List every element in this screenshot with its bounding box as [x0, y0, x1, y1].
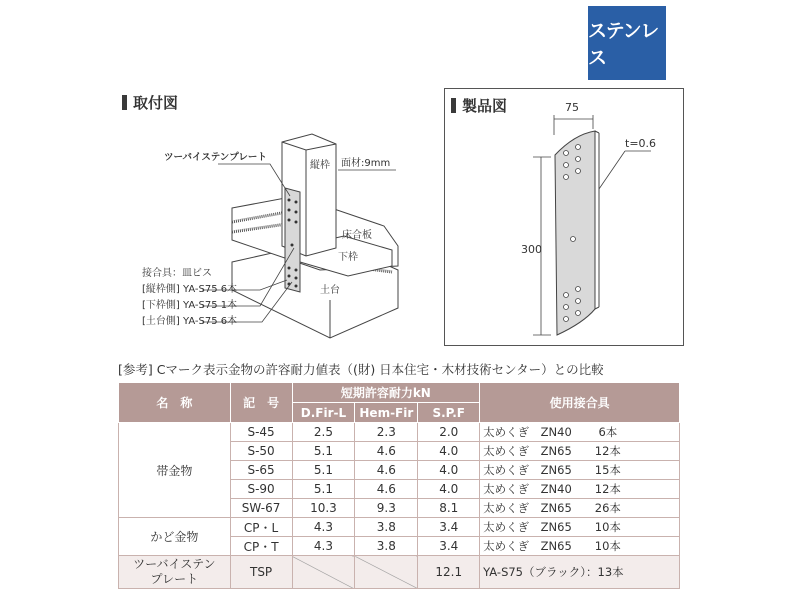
- fastener-heading: 接合具：皿ビス: [142, 268, 212, 279]
- cell-joint: 太めくぎ ZN65 15本: [480, 461, 680, 480]
- capacity-table: [118, 382, 680, 589]
- cell-spf: 4.0: [418, 442, 480, 461]
- thickness-leader: [599, 151, 625, 189]
- cell-joint: YA-S75（ブラック）：13本: [480, 556, 680, 589]
- plate-leader: [218, 164, 290, 196]
- cell-spf: 3.4: [418, 518, 480, 537]
- cell-dfir-empty: [292, 556, 355, 589]
- cell-dfir: 5.1: [292, 480, 355, 499]
- cell-hemfir-empty: [355, 556, 418, 589]
- cell-hemfir: 9.3: [355, 499, 418, 518]
- header-capacity: 短期許容耐力kN: [292, 383, 480, 403]
- cell-name-plate: [119, 556, 231, 589]
- cell-code: CP・L: [230, 518, 292, 537]
- cell-joint: 太めくぎ ZN65 26本: [480, 499, 680, 518]
- header-dfir: D.Fir-L: [292, 403, 355, 423]
- stainless-badge: ステンレス: [588, 6, 666, 80]
- cell-code: S-90: [230, 480, 292, 499]
- header-joint: 使用接合具: [480, 383, 680, 423]
- cell-spf: 8.1: [418, 499, 480, 518]
- fastener-line-stud: [縦枠側] YA-S75 6本: [142, 284, 238, 295]
- table-row: [119, 518, 680, 537]
- cell-dfir: 4.3: [292, 518, 355, 537]
- cell-code: S-45: [230, 423, 292, 442]
- cell-code: TSP: [230, 556, 292, 589]
- cell-hemfir: 4.6: [355, 480, 418, 499]
- cell-dfir: 5.1: [292, 461, 355, 480]
- cell-spf: 3.4: [418, 537, 480, 556]
- thickness-value: t=0.6: [625, 137, 657, 150]
- reference-caption: [参考] Cマーク表示金物の許容耐力値表（(財) 日本住宅・木材技術センター）との比較: [118, 362, 604, 377]
- cell-dfir: 2.5: [292, 423, 355, 442]
- two-by-plate: [285, 188, 300, 292]
- stud-label: 縦枠: [310, 160, 330, 171]
- table-row: [119, 423, 680, 442]
- cell-joint: 太めくぎ ZN40 6本: [480, 423, 680, 442]
- cell-hemfir: 4.6: [355, 442, 418, 461]
- fastener-line-bottom: [下枠側] YA-S75 1本: [142, 300, 238, 311]
- cell-hemfir: 3.8: [355, 518, 418, 537]
- cell-spf: 4.0: [418, 480, 480, 499]
- cell-hemfir: 3.8: [355, 537, 418, 556]
- plate-name-line1: ツーバイステン: [133, 557, 216, 571]
- product-drawing-box: [444, 88, 684, 346]
- cell-joint: 太めくぎ ZN40 12本: [480, 480, 680, 499]
- bottom-plate-label: 下枠: [338, 252, 358, 263]
- group-name-band: 帯金物: [119, 423, 231, 518]
- cell-spf: 4.0: [418, 461, 480, 480]
- floor-plywood-label: 床合板: [342, 230, 372, 241]
- group-name-corner: かど金物: [119, 518, 231, 556]
- cell-dfir: 10.3: [292, 499, 355, 518]
- product-plate: [555, 131, 595, 335]
- cell-code: SW-67: [230, 499, 292, 518]
- install-title-text: 取付図: [133, 94, 179, 112]
- table-row: [119, 556, 680, 589]
- cell-hemfir: 2.3: [355, 423, 418, 442]
- header-hemfir: Hem-Fir: [355, 403, 418, 423]
- header-row: [119, 383, 680, 403]
- cell-dfir: 5.1: [292, 442, 355, 461]
- plate-label: ツーバイステンプレート: [164, 152, 267, 163]
- product-drawing: [445, 89, 683, 345]
- cell-code: S-65: [230, 461, 292, 480]
- product-title-text: 製品図: [462, 97, 508, 115]
- cell-hemfir: 4.6: [355, 461, 418, 480]
- width-value: 75: [565, 101, 579, 114]
- height-value: 300: [521, 243, 542, 256]
- face-material-label: 面材:9mm: [341, 158, 391, 169]
- cell-spf: 12.1: [418, 556, 480, 589]
- plate-name-line2: プレート: [150, 572, 199, 586]
- cell-joint: 太めくぎ ZN65 10本: [480, 518, 680, 537]
- cell-code: S-50: [230, 442, 292, 461]
- cell-dfir: 4.3: [292, 537, 355, 556]
- header-code: 記 号: [230, 383, 292, 423]
- plate-thickness-edge: [595, 131, 599, 133]
- cell-joint: 太めくぎ ZN65 10本: [480, 537, 680, 556]
- plate-side-bottom: [595, 307, 599, 309]
- fastener-line-sill: [土台側] YA-S75 6本: [142, 316, 238, 327]
- cell-spf: 2.0: [418, 423, 480, 442]
- cell-code: CP・T: [230, 537, 292, 556]
- sill-label: 土台: [320, 285, 340, 296]
- cell-joint: 太めくぎ ZN65 12本: [480, 442, 680, 461]
- header-name: 名 称: [119, 383, 231, 423]
- header-spf: S.P.F: [418, 403, 480, 423]
